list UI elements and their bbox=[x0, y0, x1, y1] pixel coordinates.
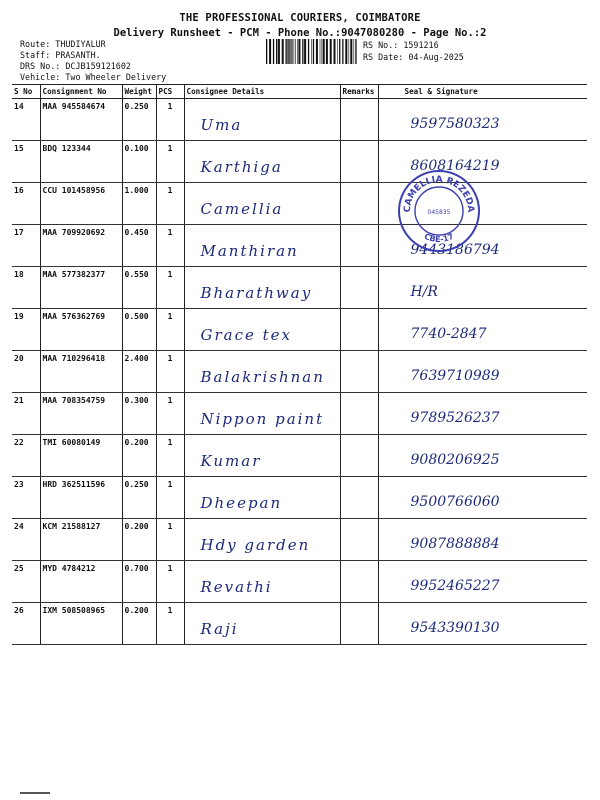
consignee-handwriting: Kumar bbox=[200, 452, 262, 470]
signature-handwriting: 9080206925 bbox=[410, 452, 500, 468]
runsheet-subtitle: Delivery Runsheet - PCM - Phone No.:9047080280 - Page No.:2 bbox=[113, 27, 487, 39]
row-consignment-no: HRD 362511596 bbox=[40, 477, 122, 519]
row-weight: 1.000 bbox=[122, 183, 156, 225]
row-consignment-no: MAA 576362769 bbox=[40, 309, 122, 351]
row-signature bbox=[378, 561, 587, 603]
col-pcs: PCS bbox=[156, 85, 184, 99]
row-pcs: 1 bbox=[156, 309, 184, 351]
row-pcs: 1 bbox=[156, 99, 184, 141]
row-consignment-no: BDQ 123344 bbox=[40, 141, 122, 183]
row-weight: 0.200 bbox=[122, 519, 156, 561]
row-pcs: 1 bbox=[156, 141, 184, 183]
row-remarks bbox=[340, 435, 378, 477]
row-consignment-no: MYD 4784212 bbox=[40, 561, 122, 603]
row-sno: 21 bbox=[12, 393, 40, 435]
row-sno: 22 bbox=[12, 435, 40, 477]
consignee-handwriting: Balakrishnan bbox=[200, 368, 325, 386]
signature-handwriting: 9597580323 bbox=[410, 116, 500, 132]
row-consignee bbox=[184, 141, 340, 183]
row-consignee bbox=[184, 267, 340, 309]
row-signature bbox=[378, 309, 587, 351]
row-remarks bbox=[340, 561, 378, 603]
row-signature bbox=[378, 393, 587, 435]
row-weight: 0.100 bbox=[122, 141, 156, 183]
table-row bbox=[12, 393, 587, 435]
row-signature bbox=[378, 351, 587, 393]
row-pcs: 1 bbox=[156, 351, 184, 393]
row-pcs: 1 bbox=[156, 603, 184, 645]
table-row bbox=[12, 351, 587, 393]
row-pcs: 1 bbox=[156, 519, 184, 561]
table-row bbox=[12, 477, 587, 519]
row-pcs: 1 bbox=[156, 477, 184, 519]
consignee-handwriting: Bharathway bbox=[200, 284, 313, 302]
table-row bbox=[12, 309, 587, 351]
row-remarks bbox=[340, 183, 378, 225]
row-consignee bbox=[184, 393, 340, 435]
svg-text:CBE-17: CBE-17 bbox=[422, 231, 456, 245]
row-weight: 0.200 bbox=[122, 435, 156, 477]
row-consignee bbox=[184, 99, 340, 141]
footer-mark bbox=[20, 792, 50, 794]
row-weight: 0.450 bbox=[122, 225, 156, 267]
row-consignee bbox=[184, 519, 340, 561]
row-remarks bbox=[340, 351, 378, 393]
row-weight: 0.700 bbox=[122, 561, 156, 603]
row-sno: 15 bbox=[12, 141, 40, 183]
table-row bbox=[12, 561, 587, 603]
row-sno: 19 bbox=[12, 309, 40, 351]
row-signature bbox=[378, 477, 587, 519]
table-row bbox=[12, 603, 587, 645]
row-signature bbox=[378, 99, 587, 141]
row-sno: 17 bbox=[12, 225, 40, 267]
row-consignee bbox=[184, 351, 340, 393]
consignee-handwriting: Karthiga bbox=[200, 158, 283, 176]
row-remarks bbox=[340, 309, 378, 351]
table-row bbox=[12, 225, 587, 267]
rs-date: RS Date: 04-Aug-2025 bbox=[363, 52, 464, 62]
col-weight: Weight bbox=[122, 85, 156, 99]
consignee-handwriting: Manthiran bbox=[200, 242, 299, 260]
row-consignee bbox=[184, 309, 340, 351]
row-remarks bbox=[340, 477, 378, 519]
consignee-handwriting: Hdy garden bbox=[200, 536, 311, 554]
col-consignment: Consignment No bbox=[40, 85, 122, 99]
signature-handwriting: H/R bbox=[410, 284, 438, 300]
signature-handwriting: 7639710989 bbox=[410, 368, 500, 384]
row-pcs: 1 bbox=[156, 393, 184, 435]
row-pcs: 1 bbox=[156, 183, 184, 225]
consignee-handwriting: Uma bbox=[200, 116, 243, 134]
row-consignee bbox=[184, 225, 340, 267]
col-seal: Seal & Signature bbox=[378, 85, 587, 99]
signature-handwriting: 9087888884 bbox=[410, 536, 500, 552]
consignee-handwriting: Dheepan bbox=[200, 494, 283, 512]
row-pcs: 1 bbox=[156, 267, 184, 309]
row-signature bbox=[378, 435, 587, 477]
drs-number: DRS No.: DCJB159121602 bbox=[20, 61, 131, 71]
signature-handwriting: 9543390130 bbox=[410, 620, 500, 636]
table-row bbox=[12, 267, 587, 309]
signature-handwriting: 9500766060 bbox=[410, 494, 500, 510]
col-sno: S No bbox=[12, 85, 40, 99]
row-signature bbox=[378, 519, 587, 561]
table-row bbox=[12, 183, 587, 225]
row-consignee bbox=[184, 561, 340, 603]
signature-handwriting: 9952465227 bbox=[410, 578, 500, 594]
table-row bbox=[12, 519, 587, 561]
row-consignment-no: IXM 508508965 bbox=[40, 603, 122, 645]
row-consignment-no: KCM 21588127 bbox=[40, 519, 122, 561]
row-remarks bbox=[340, 141, 378, 183]
consignee-handwriting: Camellia bbox=[200, 200, 284, 218]
row-weight: 0.250 bbox=[122, 99, 156, 141]
row-consignment-no: MAA 708354759 bbox=[40, 393, 122, 435]
row-consignment-no: MAA 945584674 bbox=[40, 99, 122, 141]
row-weight: 0.550 bbox=[122, 267, 156, 309]
row-sno: 24 bbox=[12, 519, 40, 561]
row-remarks bbox=[340, 267, 378, 309]
consignee-handwriting: Nippon paint bbox=[200, 410, 325, 428]
row-signature bbox=[378, 267, 587, 309]
row-remarks bbox=[340, 225, 378, 267]
row-sno: 14 bbox=[12, 99, 40, 141]
row-signature bbox=[378, 603, 587, 645]
row-weight: 0.250 bbox=[122, 477, 156, 519]
table-header-row bbox=[12, 85, 587, 99]
svg-text:CAMELLIA REZEDA: CAMELLIA REZEDA bbox=[402, 174, 476, 213]
table-row bbox=[12, 141, 587, 183]
row-remarks bbox=[340, 519, 378, 561]
row-consignment-no: TMI 60080149 bbox=[40, 435, 122, 477]
row-sno: 20 bbox=[12, 351, 40, 393]
row-sno: 16 bbox=[12, 183, 40, 225]
row-remarks bbox=[340, 99, 378, 141]
route-label: Route: THUDIYALUR bbox=[20, 39, 106, 49]
row-consignee bbox=[184, 477, 340, 519]
consignee-handwriting: Grace tex bbox=[200, 326, 293, 344]
row-pcs: 1 bbox=[156, 561, 184, 603]
row-consignee bbox=[184, 183, 340, 225]
row-consignment-no: MAA 709920692 bbox=[40, 225, 122, 267]
row-remarks bbox=[340, 603, 378, 645]
row-remarks bbox=[340, 393, 378, 435]
barcode-image bbox=[266, 39, 358, 64]
staff-label: Staff: PRASANTH. bbox=[20, 50, 101, 60]
row-weight: 0.200 bbox=[122, 603, 156, 645]
row-pcs: 1 bbox=[156, 225, 184, 267]
row-consignment-no: MAA 710296418 bbox=[40, 351, 122, 393]
col-remarks: Remarks bbox=[340, 85, 378, 99]
row-consignee bbox=[184, 603, 340, 645]
signature-handwriting: 8608164219 bbox=[410, 158, 500, 174]
consignee-handwriting: Raji bbox=[200, 620, 239, 638]
runsheet-table bbox=[12, 84, 587, 645]
signature-handwriting: 9789526237 bbox=[410, 410, 500, 426]
table-row bbox=[12, 435, 587, 477]
signature-handwriting: 7740-2847 bbox=[410, 326, 487, 342]
consignee-handwriting: Revathi bbox=[200, 578, 273, 596]
row-pcs: 1 bbox=[156, 435, 184, 477]
company-seal-stamp bbox=[396, 168, 482, 254]
row-sno: 18 bbox=[12, 267, 40, 309]
vehicle-label: Vehicle: Two Wheeler Delivery bbox=[20, 72, 167, 82]
rs-number: RS No.: 1591216 bbox=[363, 40, 439, 50]
row-consignment-no: MAA 577382377 bbox=[40, 267, 122, 309]
row-weight: 0.300 bbox=[122, 393, 156, 435]
svg-text:045835: 045835 bbox=[427, 209, 451, 216]
row-weight: 0.500 bbox=[122, 309, 156, 351]
row-consignee bbox=[184, 435, 340, 477]
row-sno: 26 bbox=[12, 603, 40, 645]
row-sno: 23 bbox=[12, 477, 40, 519]
signature-handwriting: 9443186794 bbox=[410, 242, 500, 258]
col-consignee: Consignee Details bbox=[184, 85, 340, 99]
row-consignment-no: CCU 101458956 bbox=[40, 183, 122, 225]
company-title: THE PROFESSIONAL COURIERS, COIMBATORE bbox=[179, 12, 421, 24]
row-sno: 25 bbox=[12, 561, 40, 603]
row-weight: 2.400 bbox=[122, 351, 156, 393]
table-row bbox=[12, 99, 587, 141]
